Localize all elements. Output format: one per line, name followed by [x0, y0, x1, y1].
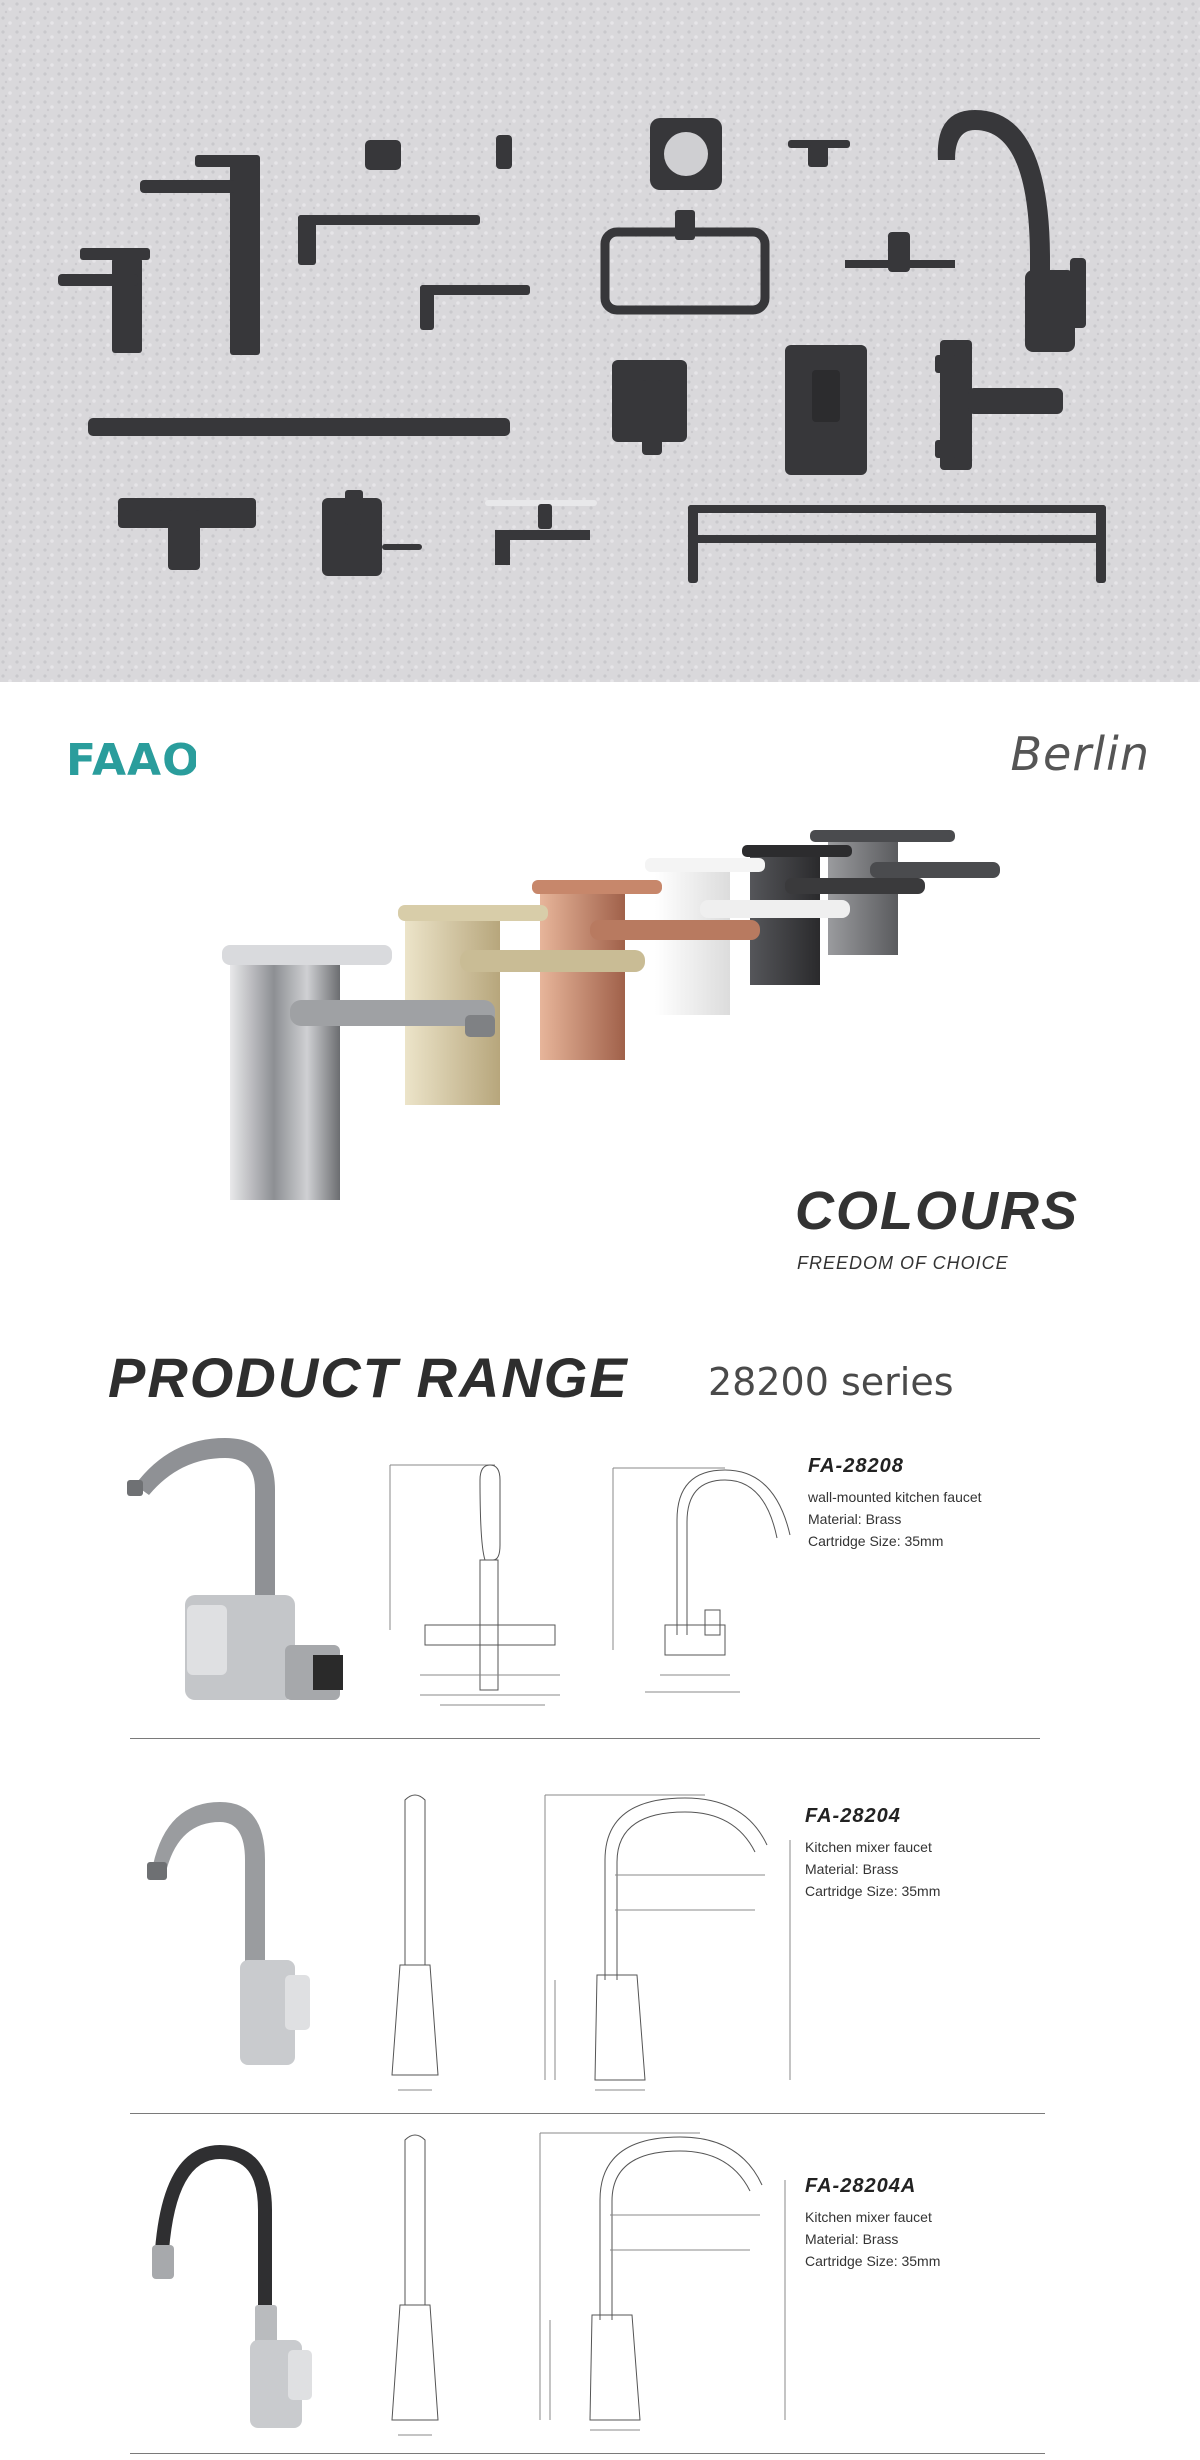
flexible-spout-mixer-illustration [150, 2140, 340, 2440]
technical-drawing-side-fa-28208 [605, 1460, 815, 1715]
section-divider [130, 2113, 1045, 2114]
product-photo-fa-28208 [125, 1430, 365, 1715]
section-divider [130, 2453, 1045, 2454]
product-cartridge: Cartridge Size: 35mm [805, 2253, 941, 2269]
drawing-front-svg [370, 1790, 470, 2105]
technical-drawing-side-fa-28204a [530, 2125, 800, 2445]
accessories-illustration [0, 0, 1200, 682]
product-description: Kitchen mixer faucet [805, 1839, 932, 1855]
kitchen-mixer-illustration [145, 1790, 345, 2080]
drawing-side-svg [605, 1460, 815, 1715]
product-material: Material: Brass [805, 1861, 899, 1877]
drawing-front-svg [385, 1460, 575, 1715]
drawing-side-svg [530, 2125, 800, 2445]
technical-drawing-front-fa-28208 [385, 1460, 575, 1715]
product-cartridge: Cartridge Size: 35mm [808, 1533, 944, 1549]
product-code: FA-28204A [805, 2175, 917, 2197]
product-range-series: 28200 series [708, 1360, 954, 1404]
product-photo-fa-28204 [145, 1790, 345, 2080]
product-material: Material: Brass [805, 2231, 899, 2247]
product-cartridge: Cartridge Size: 35mm [805, 1883, 941, 1899]
collection-name: Berlin [1010, 727, 1150, 781]
technical-drawing-front-fa-28204a [370, 2125, 470, 2445]
technical-drawing-front-fa-28204 [370, 1790, 470, 2105]
drawing-front-svg [370, 2125, 470, 2445]
product-description: Kitchen mixer faucet [805, 2209, 932, 2225]
brand-logo [66, 735, 196, 785]
technical-drawing-side-fa-28204 [535, 1790, 805, 2105]
product-code: FA-28208 [808, 1455, 904, 1477]
product-photo-fa-28204a [150, 2140, 340, 2440]
product-material: Material: Brass [808, 1511, 902, 1527]
drawing-side-svg [535, 1790, 805, 2105]
product-code: FA-28204 [805, 1805, 901, 1827]
colours-subtitle: FREEDOM OF CHOICE [797, 1253, 1009, 1273]
product-info-fa-28208 [808, 1455, 1068, 1552]
colours-title: COLOURS [795, 1181, 1079, 1241]
wall-mounted-faucet-illustration [125, 1430, 365, 1715]
section-divider [130, 1738, 1040, 1739]
product-description: wall-mounted kitchen faucet [808, 1489, 982, 1505]
hero-accessories-photo [0, 0, 1200, 682]
product-info-fa-28204 [805, 1805, 1065, 1902]
product-info-fa-28204a [805, 2175, 1065, 2272]
product-range-title: PRODUCT RANGE [108, 1346, 629, 1409]
brand-logo-mark [66, 735, 196, 785]
brand-logo-text: FAAO [66, 735, 196, 785]
